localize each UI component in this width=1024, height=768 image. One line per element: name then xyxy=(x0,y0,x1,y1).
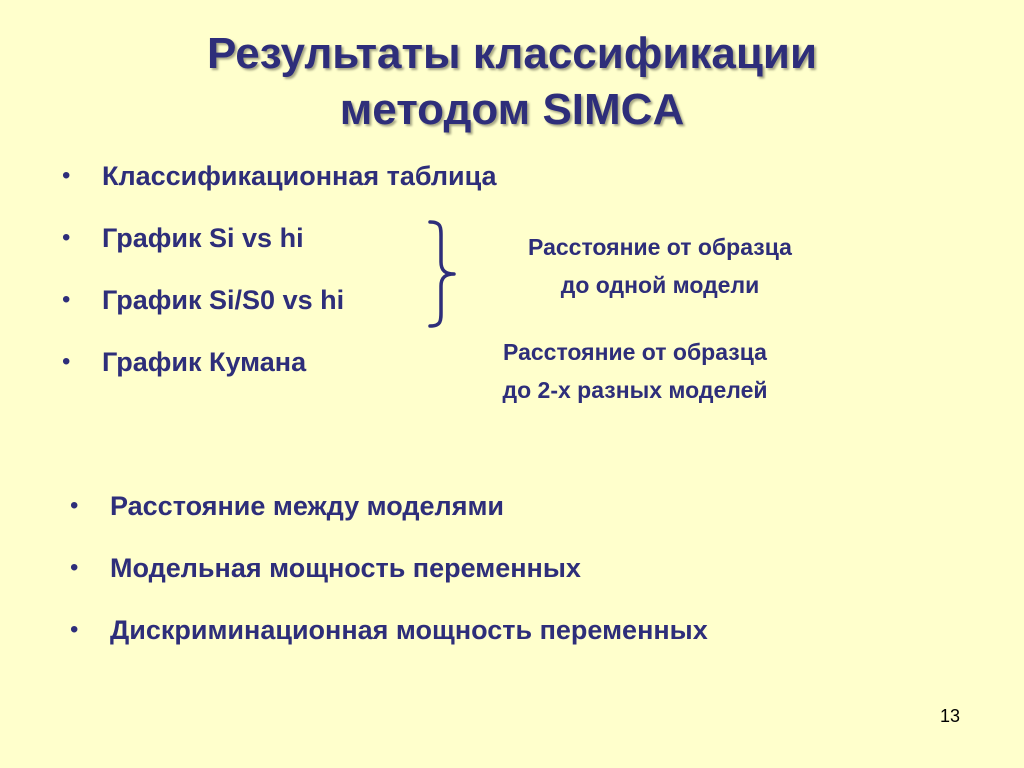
slide-title-line-1: Результаты классификации xyxy=(206,29,818,78)
list-item-text: Расстояние между моделями xyxy=(110,491,505,521)
note-line: до 2-х разных моделей xyxy=(502,377,768,403)
bullet-icon: • xyxy=(62,348,71,375)
list-item-text: График Кумана xyxy=(102,347,307,377)
list-item-text: График Si/S0 vs hi xyxy=(102,285,345,315)
bullet-icon: • xyxy=(70,616,79,643)
bullet-icon: • xyxy=(62,286,71,313)
list-item-text: Модельная мощность переменных xyxy=(110,553,581,583)
curly-brace-icon xyxy=(424,218,458,330)
list-item-text: Дискриминационная мощность переменных xyxy=(110,615,708,645)
note-two-models-distance xyxy=(455,333,815,409)
list-item-text: Классификационная таблица xyxy=(102,161,497,191)
page-number: 13 xyxy=(939,706,961,726)
bullet-icon: • xyxy=(62,224,71,251)
list-item-text: График Si vs hi xyxy=(102,223,304,253)
slide-title xyxy=(0,26,1024,138)
slide-title-line-2: методом SIMCA xyxy=(339,85,685,134)
bullet-icon: • xyxy=(62,162,71,189)
bullet-icon: • xyxy=(70,554,79,581)
note-line: до одной модели xyxy=(560,272,760,298)
note-single-model-distance xyxy=(480,228,840,304)
note-line: Расстояние от образца xyxy=(528,234,792,260)
note-line: Расстояние от образца xyxy=(503,339,767,365)
bullet-icon: • xyxy=(70,492,79,519)
